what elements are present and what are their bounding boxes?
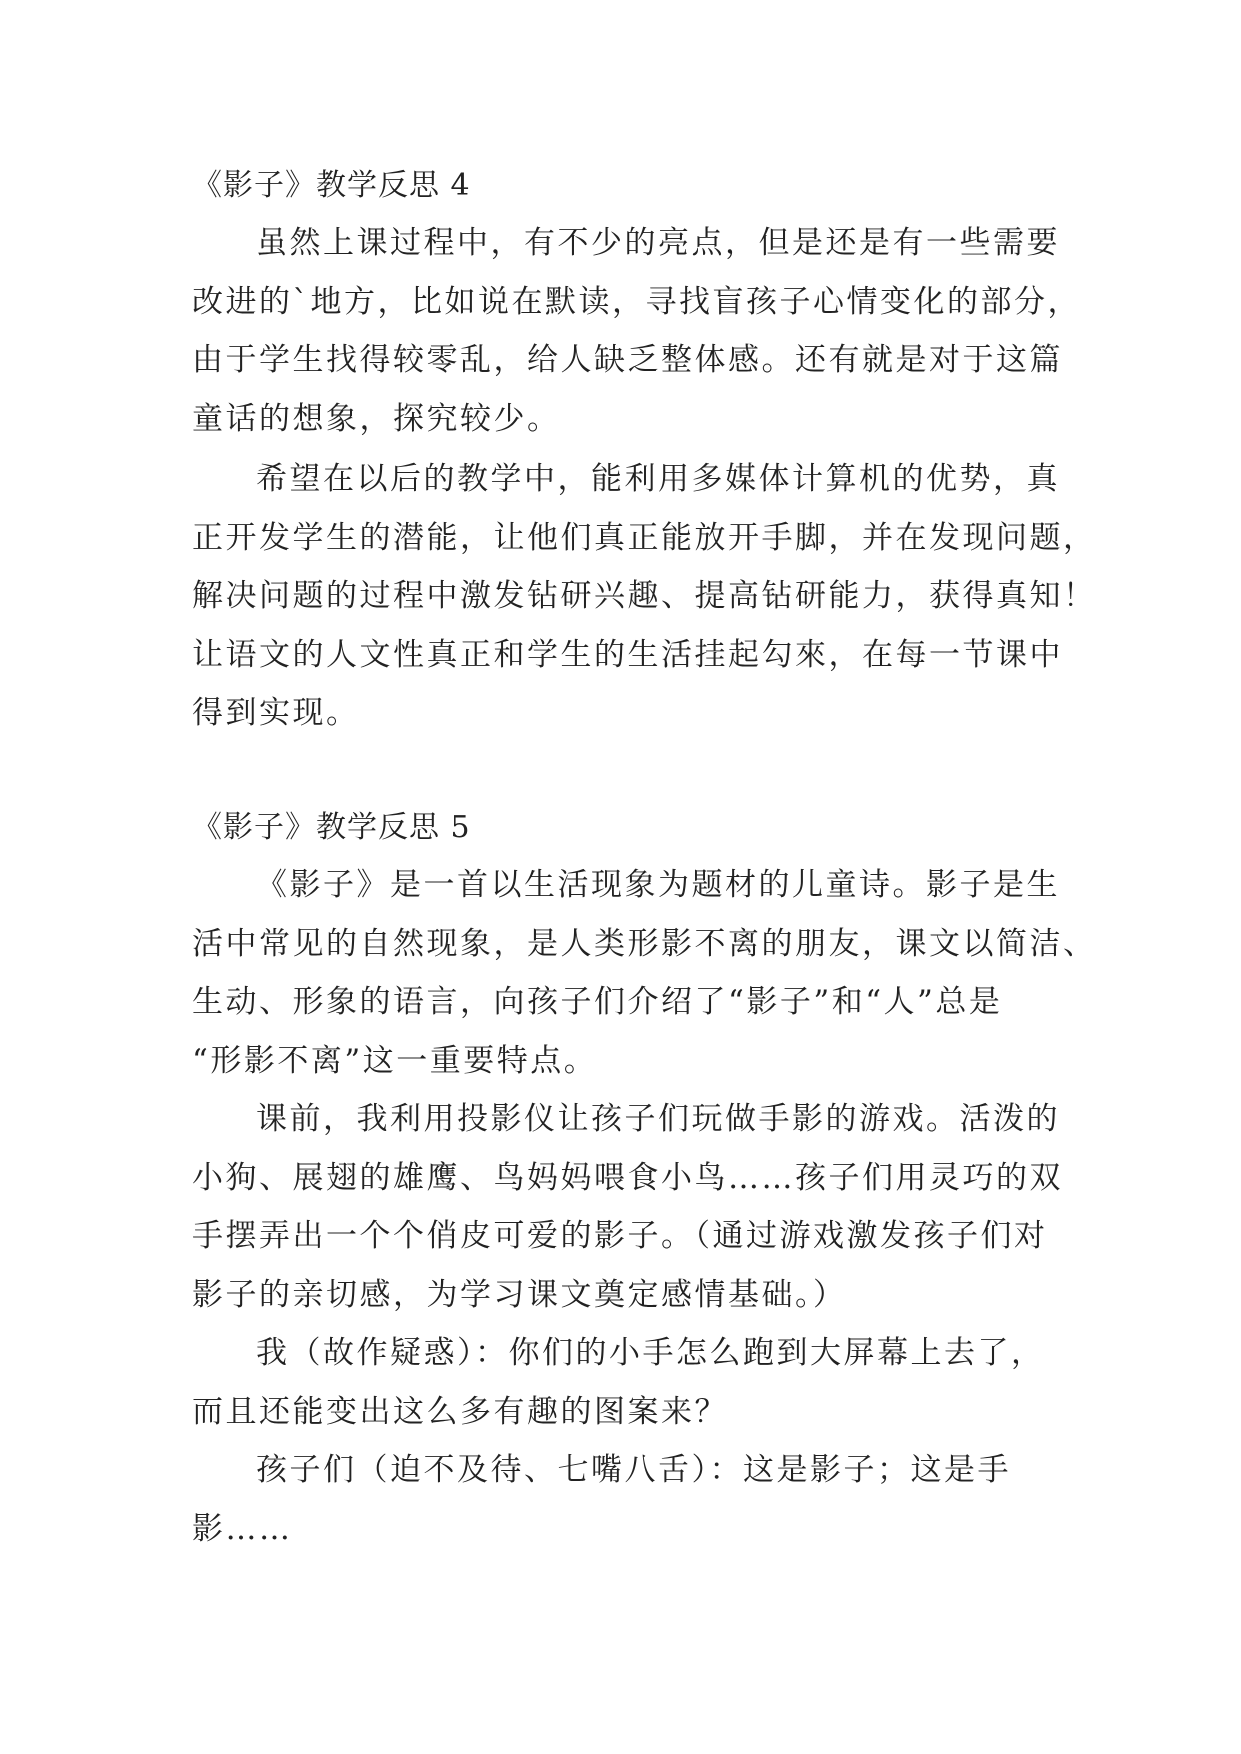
text-line: 希望在以后的教学中，能利用多媒体计算机的优势，真: [256, 461, 1060, 497]
paragraph: [192, 856, 1097, 1090]
text-line: 由于学生找得较零乱，给人缺乏整体感。还有就是对于这篇: [192, 342, 1063, 378]
text-line: 而且还能变出这么多有趣的图案来？: [192, 1393, 728, 1430]
paragraph: [192, 214, 1081, 448]
text-line: 影……: [192, 1510, 293, 1547]
text-line: 解决问题的过程中激发钻研兴趣、提高钻研能力，获得真知！: [192, 578, 1097, 614]
text-line: 孩子们（迫不及待、七嘴八舌）：这是影子；这是手: [256, 1452, 1011, 1488]
text-line: 得到实现。: [192, 695, 360, 731]
paragraph: [192, 1090, 1072, 1324]
text-line: 正开发学生的潜能，让他们真正能放开手脚，并在发现问题，: [192, 519, 1097, 556]
reflection-section-4: [192, 158, 1097, 743]
text-line: 活中常见的自然现象，是人类形影不离的朋友，课文以简洁、: [192, 925, 1097, 962]
text-line: 手摆弄出一个个俏皮可爱的影子。（通过游戏激发孩子们对: [192, 1218, 1048, 1254]
text-line: 童话的想象，探究较少。: [192, 400, 561, 437]
text-line: 我（故作疑惑）：你们的小手怎么跑到大屏幕上去了，: [256, 1335, 1045, 1371]
paragraph: [192, 450, 1097, 743]
text-line: 改进的`地方，比如说在默读，寻找盲孩子心情变化的部分，: [192, 283, 1081, 320]
text-line: 虽然上课过程中，有不少的亮点，但是还是有一些需要: [256, 225, 1060, 261]
text-line: 课前，我利用投影仪让孩子们玩做手影的游戏。活泼的: [256, 1101, 1060, 1137]
paragraph: [192, 1324, 1072, 1441]
text-line: 《影子》是一首以生活现象为题材的儿童诗。影子是生: [256, 867, 1060, 903]
reflection-section-5: [192, 800, 1097, 1558]
section-heading: 《影子》教学反思 5: [192, 810, 471, 845]
text-line: 影子的亲切感，为学习课文奠定感情基础。）: [192, 1276, 847, 1313]
text-line: “形影不离”这一重要特点。: [192, 1042, 598, 1079]
section-heading: 《影子》教学反思 4: [192, 168, 471, 203]
paragraph: [192, 1441, 1072, 1558]
text-line: 让语文的人文性真正和学生的生活挂起勾來，在每一节课中: [192, 636, 1063, 673]
text-line: 生动、形象的语言，向孩子们介绍了“影子”和“人”总是: [192, 984, 1003, 1020]
text-line: 小狗、展翅的雄鹰、鸟妈妈喂食小鸟……孩子们用灵巧的双: [192, 1159, 1063, 1196]
